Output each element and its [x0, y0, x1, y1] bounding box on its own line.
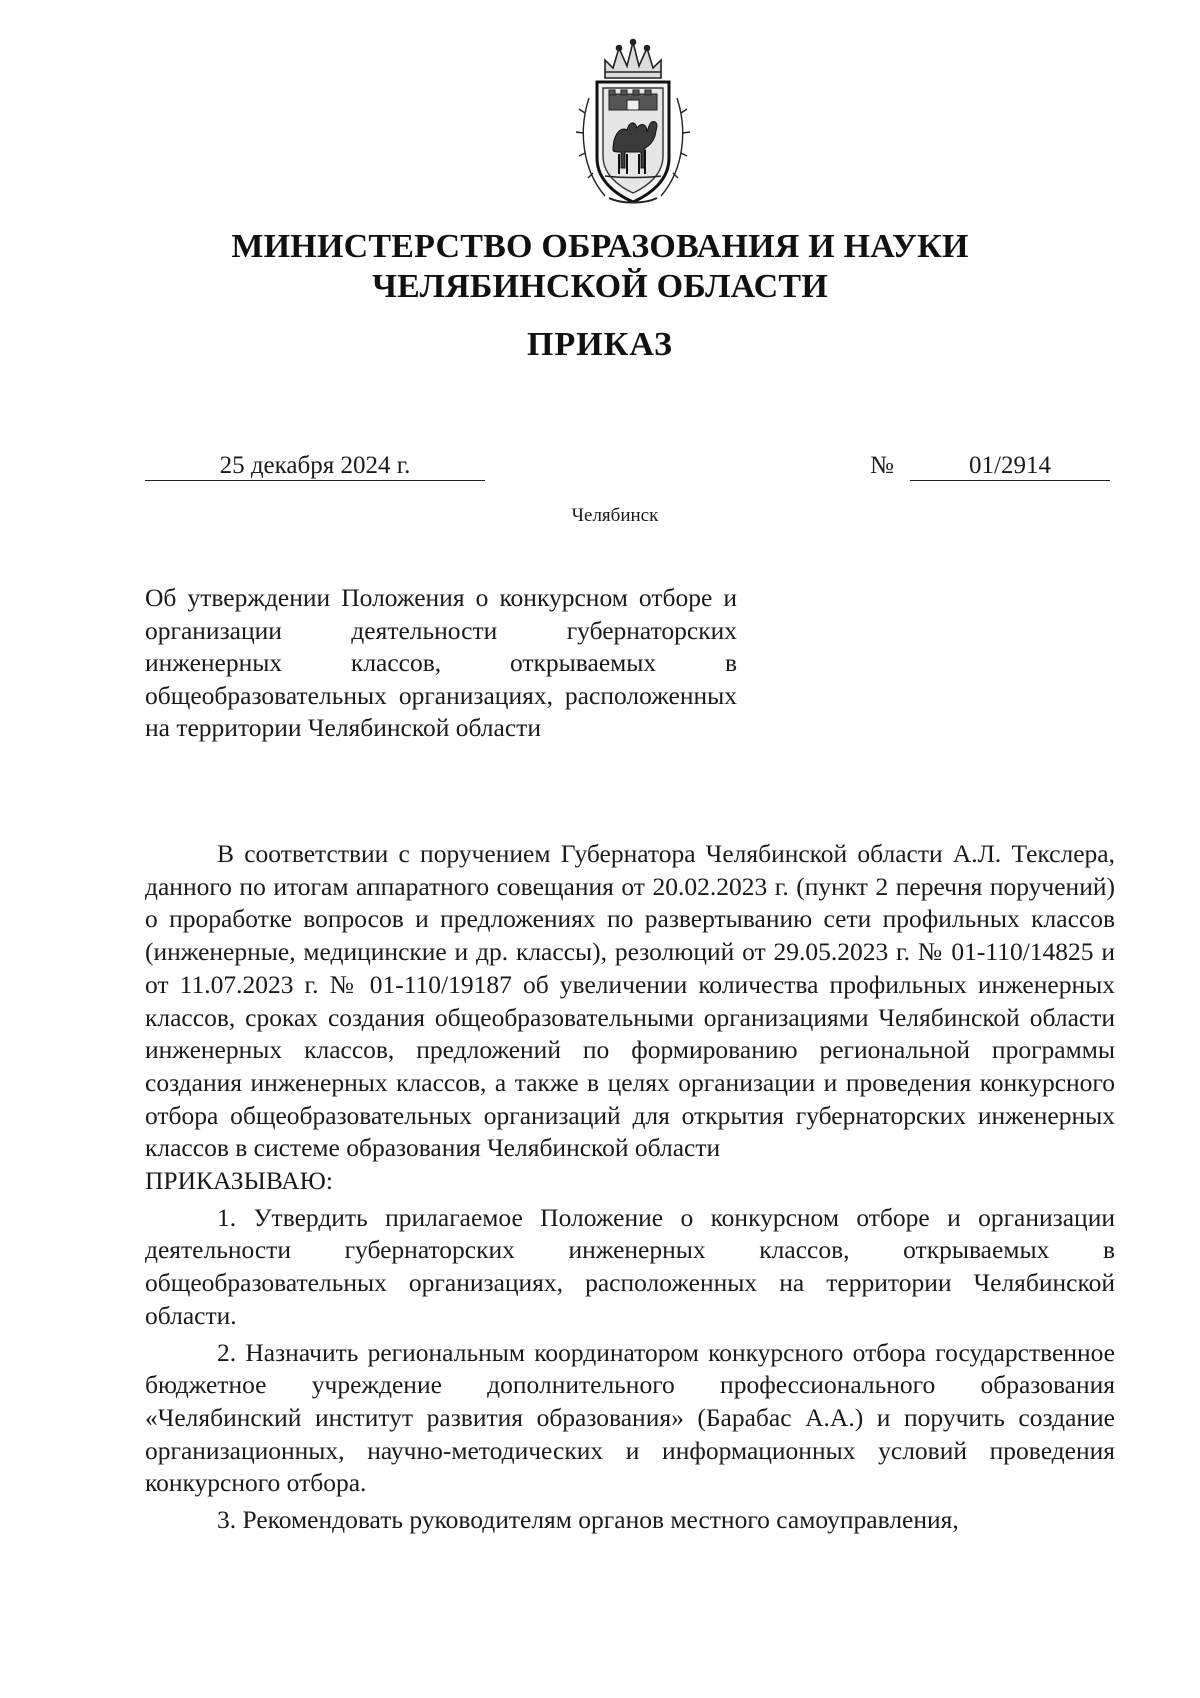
order-number-label: № [870, 452, 894, 479]
chelyabinsk-oblast-coat-of-arms-icon [575, 38, 691, 208]
order-date: 25 декабря 2024 г. [145, 452, 485, 481]
order-item-3: 3. Рекомендовать руководителям органов местного самоуправления, [217, 1505, 959, 1535]
order-item-1: 1. Утвердить прилагаемое Положение о конкурсном отборе и организации деятельности губернаторских инженерных классов, открываемых в общеобразовательных организациях, расположенных на территории Челябинской области. [145, 1202, 1115, 1330]
order-body [145, 838, 1115, 1537]
ministry-name-line1: МИНИСТЕРСТВО ОБРАЗОВАНИЯ И НАУКИ [231, 228, 969, 265]
order-directive-word: ПРИКАЗЫВАЮ: [145, 1166, 333, 1196]
order-subject: Об утверждении Положения о конкурсном отборе и организации деятельности губернаторских инженерных классов, открываемых в общеобразовательных организациях, расположенных на территории Челябинской области [145, 583, 737, 742]
document-type-title: ПРИКАЗ [527, 326, 673, 363]
city-name: Челябинск [571, 505, 659, 526]
order-number: 01/2914 [910, 452, 1110, 481]
preamble-paragraph: В соответствии с поручением Губернатора Челябинской области А.Л. Текслера, данного по итогам аппаратного совещания от 20.02.2023 г. (пункт 2 перечня поручений) о проработке вопросов и предложениях по развертыванию сети профильных классов (инженерные, медицинские и др. классы), резолюций от 29.05.2023 г. № 01-110/14825 и от 11.07.2023 г. № 01-110/19187 об увеличении количества профильных инженерных классов, сроках создания общеобразовательными организациями Челябинской области инженерных классов, предложений по формированию региональной программы создания инженерных классов, а также в целях организации и проведения конкурсного отбора общеобразовательных организаций для открытия губернаторских инженерных классов в системе образования Челябинской области [145, 839, 1115, 1163]
ministry-name-line2: ЧЕЛЯБИНСКОЙ ОБЛАСТИ [372, 268, 828, 305]
order-item-2: 2. Назначить региональным координатором конкурсного отбора государственное бюджетное учреждение дополнительного профессионального образования «Челябинский институт развития образования» (Барабас А.А.) и поручить создание организационных, научно-методических и информационных условий проведения конкурсного отбора. [145, 1337, 1115, 1498]
